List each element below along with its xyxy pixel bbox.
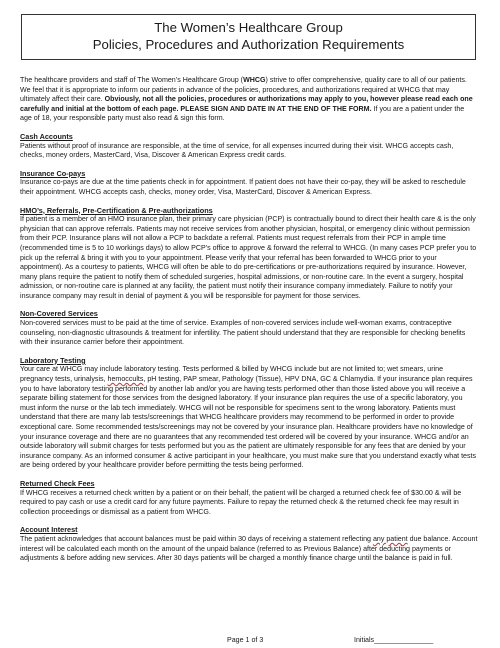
document-title: The Women’s Healthcare Group — [154, 20, 343, 35]
section-returned-check-fees — [20, 479, 478, 517]
section-heading: Non-Covered Services — [20, 309, 98, 319]
section-heading: Laboratory Testing — [20, 355, 86, 365]
spellcheck-word: hemoccults — [107, 375, 144, 384]
section-text — [20, 365, 478, 471]
section-hmo-referrals — [20, 206, 478, 302]
initials-field: Initials_______________ — [354, 636, 434, 644]
section-account-interest — [20, 525, 478, 563]
intro-text-2: ) strive to offer comprehensive, quality care to all of our patients. We feel that it is appropriate to inform our patients in advance of the policies, procedures, and authorizations required at WHCG that may ultimately affect their care. — [20, 76, 467, 104]
intro-paragraph — [20, 76, 478, 124]
section-text: Patients without proof of insurance are responsible, at the time of service, for all expenses incurred during their visit. WHCG accepts cash, checks, money orders, MasterCard, Visa, Discover & American Express credit cards. — [20, 141, 454, 160]
section-insurance-copays — [20, 169, 478, 198]
intro-text-3: If you are a patient under the age of 18, your responsible party must also read & sign this form. — [20, 104, 465, 123]
intro-bold-notice: Obviously, not all the policies, procedures or authorizations may apply to you, however please read each one carefully and initial at the bottom of each page. PLEASE SIGN AND DATE IN AT THE END OF THE FORM. — [20, 95, 473, 113]
section-laboratory-testing — [20, 356, 478, 471]
section-non-covered-services — [20, 309, 478, 347]
section-text: Non-covered services must to be paid at the time of service. Examples of non-covered services include well-woman exams, contraceptive counseling, non-diagnostic ultrasounds & treatment for infertility. The patient should understand that they are responsible for checking benefits with their insurance carrier before their appointment. — [20, 319, 466, 347]
section-text: If WHCG receives a returned check written by a patient or on their behalf, the patient will be charged a returned check fee of $30.00 & will be required to pay cash or use a credit card for any future payments. Failure to repay the returned check & the returned check fee may result in collection proceedings or dismissal as a patient from WHCG. — [20, 488, 462, 516]
interest-text-after: due balance. Account interest will be calculated each month on the amount of the unpaid balance (referred to as Previous Balance) after deducting payments or adjustments & before adding new services. After 30 days patients will be charged a monthly finance charge until the balance is paid in full. — [20, 534, 478, 563]
section-heading: HMO’s, Referrals, Pre-Certification & Pre-authorizations — [20, 205, 213, 215]
section-heading: Returned Check Fees — [20, 478, 95, 488]
spellcheck-word: any patient — [372, 534, 408, 543]
intro-text-1: The healthcare providers and staff of The Women’s Healthcare Group ( — [20, 76, 244, 84]
section-heading: Insurance Co-pays — [20, 168, 86, 178]
intro-abbr: WHCG — [243, 76, 266, 84]
section-text: Insurance co-pays are due at the time patients check in for appointment. If patient does not have their co-pay, they will be asked to reschedule their appointment. WHCG accepts cash, checks, money order, Visa, MasterCard, Discover & American Express. — [20, 178, 466, 196]
lab-text-after: , pH testing, PAP smear, Pathology (Tissue), HPV DNA, GC & Chlamydia. If your insurance plan requires you to have laboratory testing performed by another lab and/or you are having tests performed other than those listed above you will receive a separate billing statement for those services from the designed laboratory. If your insurance plan requires the use of a specific laboratory, you must inform the nurse or the lab tech immediately. WHCG will not be responsible for specimens sent to the wrong laboratory. Patients must understand that there are many lab tests/screenings that WHCG healthcare providers may recommend to be performed in order to provide exceptional care. Some recommended tests/screenings may not be covered by your insurance plan. Healthcare providers have no knowledge of your insurance coverage and there are no guarantees that any recommended test ordered will be covered by your insurance. WHCG and/or an outside laboratory will submit charges for tests performed but you as the patient are ultimately responsible for any fees that are denied by your insurance company. As an informed consumer & active participant in your healthcare, you must make sure that you understand exactly what tests are being ordered by your healthcare provider before permitting the tests being performed. — [20, 375, 477, 470]
document-page — [20, 14, 478, 564]
title-box — [21, 14, 476, 60]
section-text — [20, 535, 478, 564]
interest-text-before: The patient acknowledges that account balances must be paid within 30 days of receiving a statement reflecting — [20, 534, 373, 543]
section-heading: Account Interest — [20, 525, 78, 535]
section-heading: Cash Accounts — [20, 131, 73, 141]
lab-text-before: Your care at WHCG may include laboratory testing. Tests performed & billed by WHCG include but are not limited to; wet smears, urine pregnancy tests, urinalysis, — [20, 365, 444, 384]
section-cash-accounts — [20, 132, 478, 161]
page-number: Page 1 of 3 — [227, 636, 264, 644]
section-text: If patient is a member of an HMO insurance plan, their primary care physician (PCP) is contractually bound to direct their health care & is the only physician that can approve referrals. Patients may not receive services from another physician, hospital, or emergency clinic without permission from their PCP. Insurance plans will not allow a PCP to backdate a referral. Patients must request referrals from their PCP in ample time (recommended time is 5 to 10 workings days) to allow PCP’s office to approve & forward the referral to WHCG. (In many cases PCP prefer you to pick up the referral & bring it with you to your appointment. Please verify that your referral has been forwarded to WHCG prior to your appointment). As a courtesy to patients, WHCG will often be able to do pre-certifications or pre-authorizations required by insurance. However, many plans require the patient to notify them of scheduled surgeries, hospital admissions, or non-routine care. In the event a surgery, hospital admission, or non-routine care is planned at any facility, the patient must notify their insurance company immediately. Failure to notify your insurance company may result in denial of payment & you will be responsible for payment for those services. — [20, 215, 477, 300]
document-subtitle: Policies, Procedures and Authorization Requirements — [92, 37, 405, 52]
